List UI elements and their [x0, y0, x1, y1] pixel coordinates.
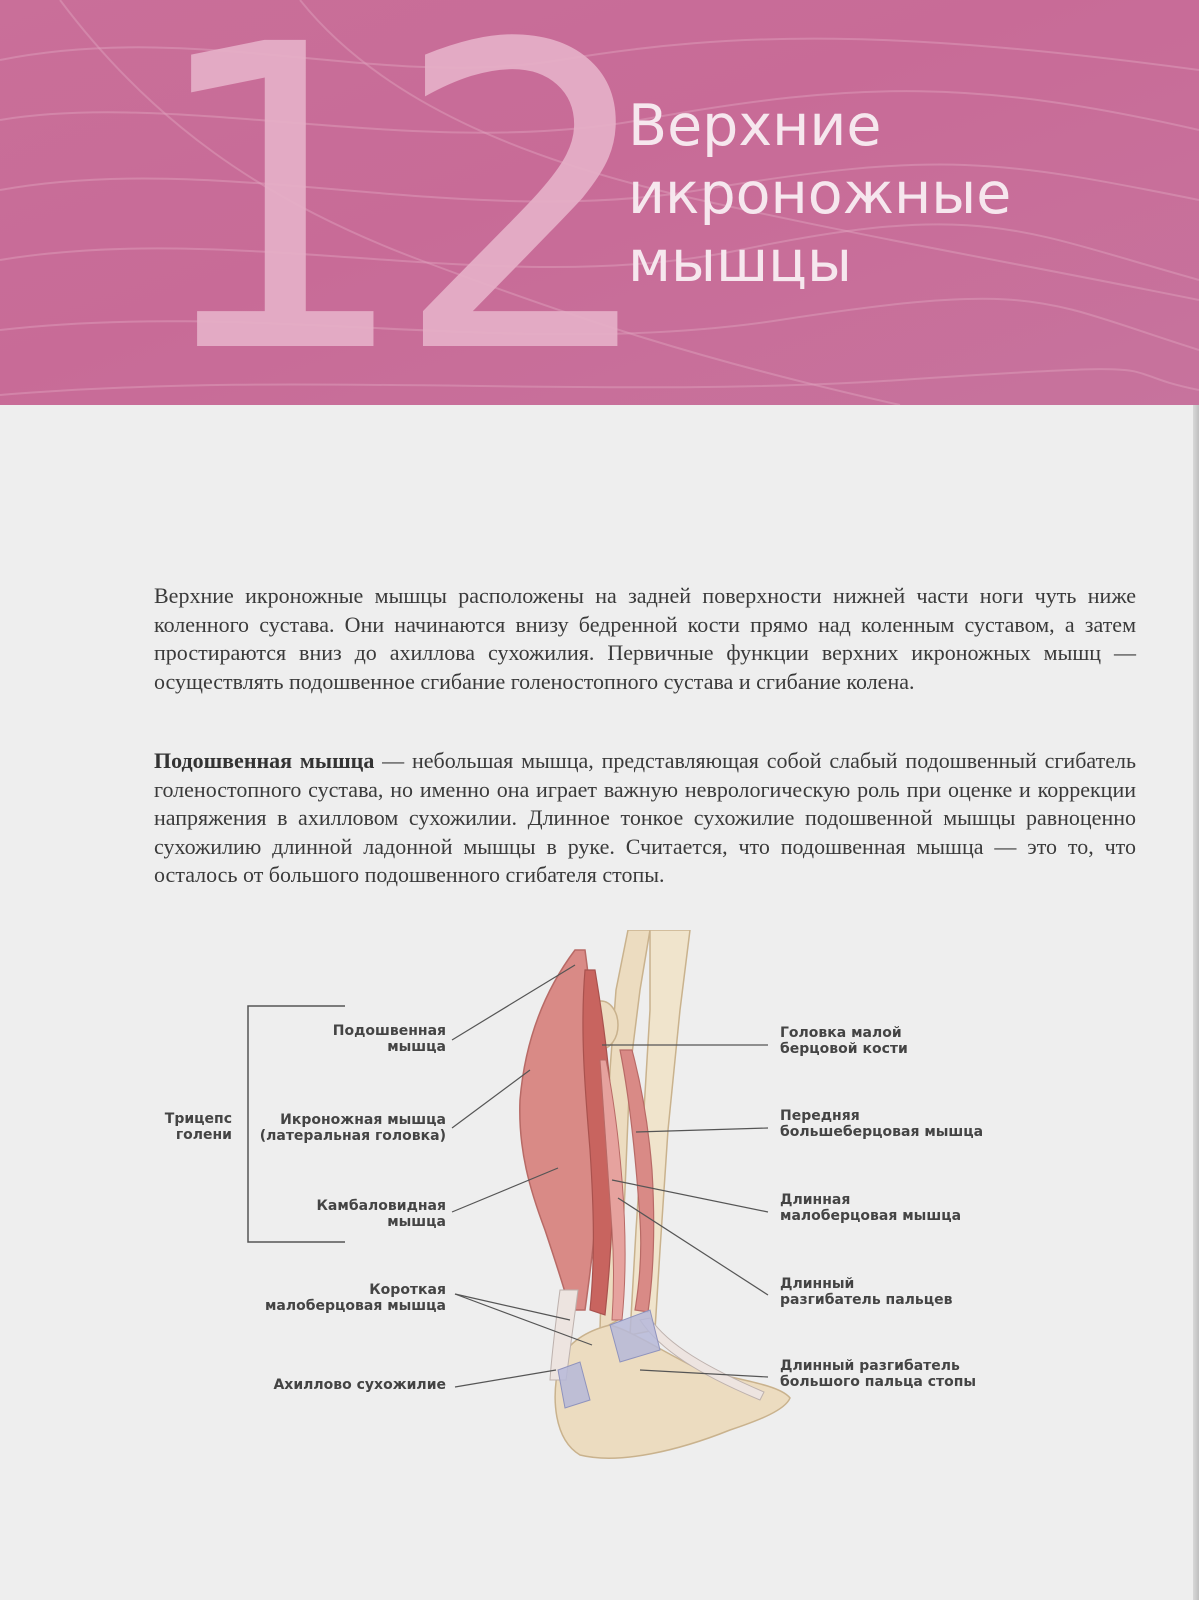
label-peroneus-longus: Длинная малоберцовая мышца [780, 1192, 962, 1224]
plantaris-paragraph [154, 747, 1136, 890]
label-triceps-surae: Трицепс голени [164, 1111, 232, 1143]
chapter-header [0, 0, 1199, 405]
label-extensor-hallucis-longus: Длинный разгибатель большого пальца стопы [780, 1358, 977, 1390]
label-plantaris: Подошвенная мышца [332, 1023, 446, 1055]
chapter-title-line: Верхние [628, 93, 882, 159]
label-gastrocnemius: Икроножная мышца (латеральная головка) [259, 1112, 446, 1144]
plantaris-term: Подошвенная мышца [154, 748, 375, 773]
label-tibialis-anterior: Передняя большеберцовая мышца [780, 1108, 984, 1140]
label-peroneus-brevis: Короткая малоберцовая мышца [264, 1282, 446, 1314]
plantaris-text: — небольшая мышца, представляющая собой слабый подошвенный сгибатель голеностопного сустава, но именно она играет важную неврологическую роль при оценке и коррекции напряжения в ахилловом сухожилии. Длинное тонкое сухожилие подошвенной мышцы равноценно сухожилию длинной ладонной мышцы в руке. Считается, что подошвенная мышца — это то, что осталось от большого подошвенного сгибателя стопы. [154, 748, 1136, 888]
chapter-title-line: икроножные [628, 161, 1012, 227]
label-soleus: Камбаловидная мышца [316, 1198, 446, 1230]
intro-paragraph: Верхние икроножные мышцы расположены на задней поверхности нижней части ноги чуть ниже коленного сустава. Они начинаются внизу бедренной кости прямо над коленным суставом, а затем простираются вниз до ахиллова сухожилия. Первичные функции верхних икроножных мышц — осуществлять подошвенное сгибание голеностопного сустава и сгибание колена. [154, 583, 1136, 694]
label-fibula-head: Головка малой берцовой кости [780, 1025, 908, 1057]
label-achilles-tendon: Ахиллово сухожилие [273, 1377, 446, 1393]
chapter-number: 12 [145, 0, 640, 405]
label-extensor-digitorum-longus: Длинный разгибатель пальцев [780, 1276, 953, 1308]
leg-illustration [0, 930, 1199, 1530]
leg-anatomy-figure [0, 930, 1199, 1530]
chapter-title-line: мышцы [628, 229, 852, 295]
chapter-title [628, 92, 1011, 296]
